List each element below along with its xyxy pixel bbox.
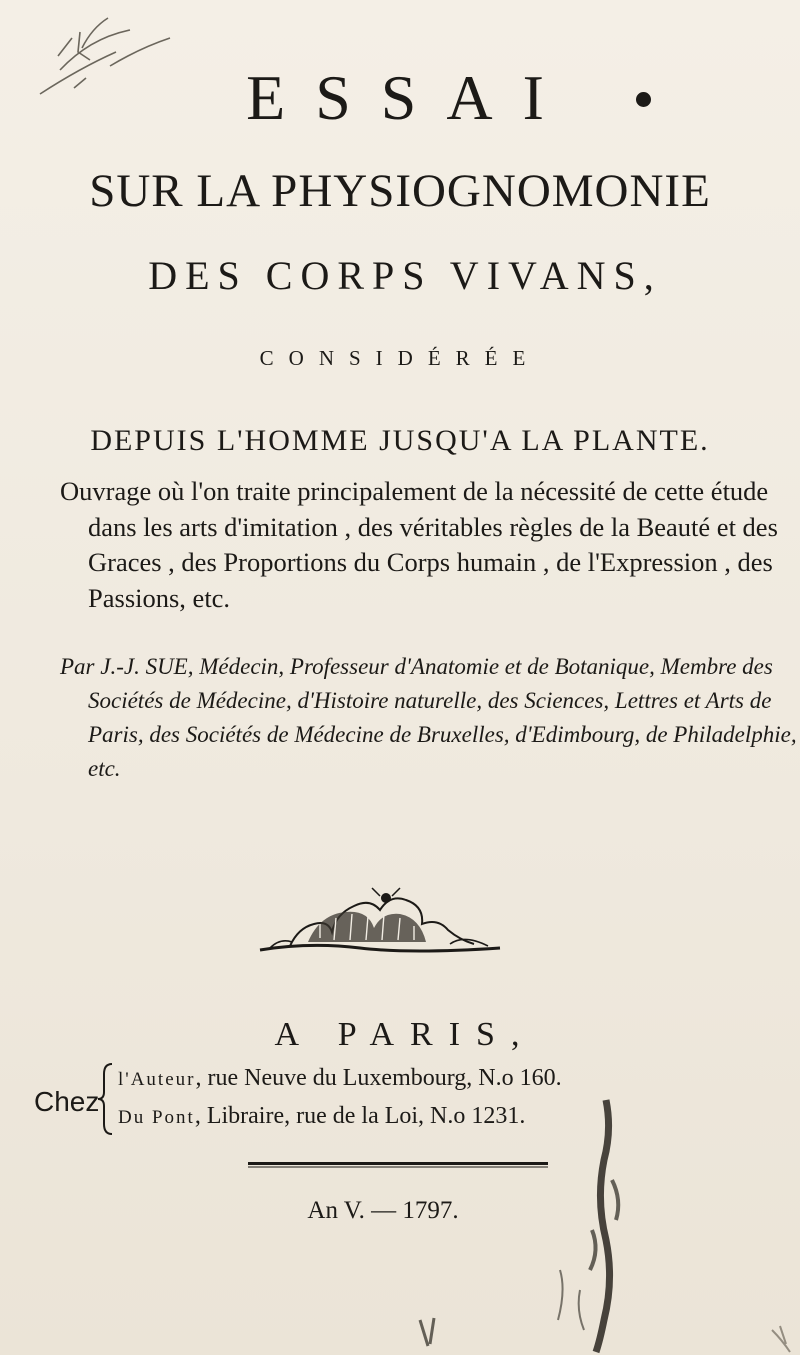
title-essai: ESSAI bbox=[246, 62, 574, 133]
brace-icon bbox=[96, 1062, 114, 1136]
author-paragraph bbox=[60, 650, 798, 786]
author-prefix: Par bbox=[60, 654, 95, 679]
chez-label: Chez bbox=[34, 1086, 100, 1117]
description-paragraph: Ouvrage où l'on traite principalement de la nécessité de cette étude dans les arts d'imitation , des véritables règles de la Beauté et des Graces , des Proportions du Corps humain , de l'Expression , des Passions, etc. bbox=[60, 476, 778, 613]
title-corps-vivans: DES CORPS VIVANS, bbox=[148, 253, 662, 298]
printers-ornament-icon bbox=[250, 884, 510, 960]
title-physiognomonie: SUR LA PHYSIOGNOMONIE bbox=[89, 165, 711, 217]
title-depuis: DEPUIS L'HOMME JUSQU'A LA PLANTE. bbox=[90, 424, 710, 457]
author-name: J.-J. SUE, bbox=[100, 654, 194, 679]
bullet-icon bbox=[636, 92, 651, 107]
seller-author-address: , rue Neuve du Luxembourg, N.o 160. bbox=[195, 1065, 562, 1091]
double-rule bbox=[248, 1162, 548, 1168]
seller-dupont-line bbox=[118, 1104, 525, 1128]
title-consideree: CONSIDÉRÉE bbox=[259, 346, 541, 370]
seller-author-name: l'Auteur bbox=[118, 1069, 196, 1090]
publication-year: An V. — 1797. bbox=[307, 1197, 459, 1224]
seller-dupont-address: , Libraire, rue de la Loi, N.o 1231. bbox=[194, 1103, 526, 1129]
author-details: Médecin, Professeur d'Anatomie et de Botanique, Membre des Sociétés de Médecine, d'Histoire naturelle, des Sciences, Lettres et Arts de Paris, des Sociétés de Médecine de Bruxelles, d'Edimbourg, de Philadelphie, etc. bbox=[88, 654, 797, 781]
seller-dupont-name: Du Pont bbox=[118, 1107, 195, 1128]
seller-author-line bbox=[118, 1066, 562, 1090]
imprint-place: A PARIS, bbox=[274, 1016, 536, 1053]
